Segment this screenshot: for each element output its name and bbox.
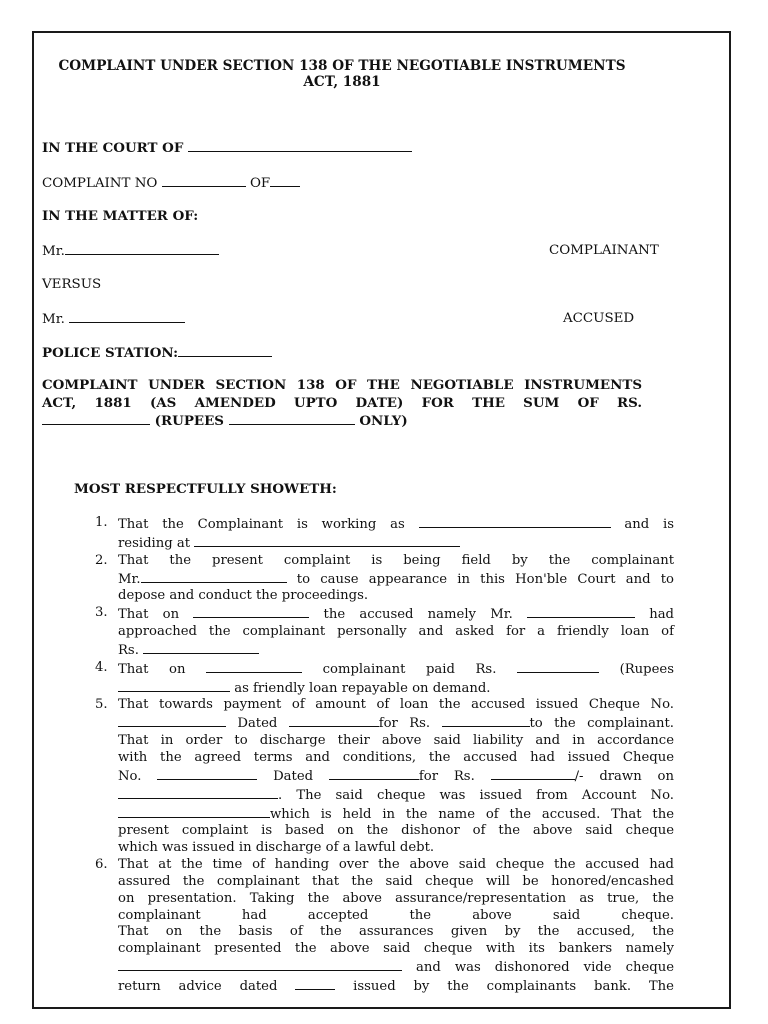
accused-name-blank bbox=[69, 310, 185, 323]
item-line: That on the accused namely Mr. had bbox=[118, 607, 675, 623]
cheque-amount-blank bbox=[442, 714, 530, 727]
subject-line-3 bbox=[42, 412, 642, 431]
police-station-label: POLICE STATION: bbox=[42, 345, 179, 361]
subject-line-2: ACT, 1881 (AS AMENDED UPTO DATE) FOR THE SUM OF RS. bbox=[42, 394, 642, 411]
versus-label: VERSUS bbox=[42, 277, 102, 292]
rupees-label: (RUPEES bbox=[154, 413, 224, 429]
item-line: present complaint is based on the dishonor of the above said cheque bbox=[118, 823, 674, 839]
item-number: 5. bbox=[95, 697, 108, 713]
payment-date-blank bbox=[206, 660, 302, 673]
item-line: assured the complainant that the said cheque will be honored/encashed bbox=[118, 873, 674, 889]
complainant-label: COMPLAINANT bbox=[549, 243, 659, 258]
complaint-no-blank bbox=[162, 174, 246, 187]
paid-amount-blank bbox=[517, 660, 599, 673]
cheque-date-blank bbox=[329, 767, 419, 780]
list-item bbox=[86, 515, 674, 553]
list-item bbox=[86, 857, 674, 996]
accused-label: ACCUSED bbox=[563, 311, 635, 326]
complaint-no-line bbox=[42, 174, 642, 192]
item-line: and was dishonored vide cheque bbox=[118, 958, 674, 977]
mr-label: Mr. bbox=[42, 312, 65, 327]
item-line: return advice dated issued by the complainants bank. The bbox=[118, 978, 674, 994]
list-item bbox=[86, 553, 674, 606]
only-label: ONLY) bbox=[359, 413, 408, 429]
item-line: residing at bbox=[118, 534, 674, 553]
showeth-heading: MOST RESPECTFULLY SHOWETH: bbox=[74, 481, 337, 497]
of-label: OF bbox=[249, 176, 271, 191]
court-label: IN THE COURT OF bbox=[42, 140, 184, 156]
item-line: That towards payment of amount of loan the accused issued Cheque No. bbox=[118, 697, 674, 713]
list-item bbox=[86, 697, 674, 857]
title-line-1: COMPLAINT UNDER SECTION 138 OF THE NEGOTIABLE INSTRUMENTS bbox=[58, 58, 626, 74]
item-line: Rs. bbox=[118, 641, 674, 660]
item-line: That in order to discharge their above said liability and in accordance bbox=[118, 733, 674, 749]
list-item bbox=[86, 605, 674, 660]
item-line: That on the basis of the assurances given by the accused, the bbox=[118, 924, 674, 940]
loan-request-date-blank bbox=[193, 605, 309, 618]
item-number: 2. bbox=[95, 552, 108, 568]
document-title bbox=[42, 58, 642, 90]
court-line bbox=[42, 139, 642, 157]
accused-name-blank bbox=[527, 605, 635, 618]
bank-name-blank bbox=[118, 786, 278, 799]
item-line: That the present complaint is being field by the complainant bbox=[118, 552, 674, 568]
mr-label: Mr. bbox=[42, 244, 65, 259]
return-advice-date-blank bbox=[295, 977, 335, 990]
complaint-subject bbox=[42, 377, 642, 431]
item-number: 3. bbox=[95, 605, 108, 621]
cheque-number-blank bbox=[157, 767, 257, 780]
item-line: That the Complainant is working as and is bbox=[118, 517, 674, 532]
item-line: as friendly loan repayable on demand. bbox=[118, 679, 674, 698]
item-number: 6. bbox=[95, 857, 108, 873]
item-line: complainant presented the above said cheque with its bankers namely bbox=[118, 941, 674, 957]
cheque-date-blank bbox=[289, 714, 379, 727]
amount-words-blank bbox=[118, 679, 230, 692]
complaint-items-list bbox=[86, 515, 674, 996]
item-number: 4. bbox=[95, 659, 108, 675]
cheque-number-blank bbox=[118, 714, 226, 727]
item-line: complainant had accepted the above said cheque. bbox=[118, 907, 674, 923]
item-line: . The said cheque was issued from Account No. bbox=[118, 786, 674, 805]
item-line: which is held in the name of the accused. That the bbox=[118, 805, 674, 824]
item-line: Dated for Rs. to the complainant. bbox=[118, 714, 674, 733]
police-station-line bbox=[42, 344, 642, 362]
occupation-blank bbox=[419, 515, 611, 528]
matter-heading: IN THE MATTER OF: bbox=[42, 208, 199, 224]
item-line: on presentation. Taking the above assurance/representation as true, the bbox=[118, 890, 674, 906]
item-line: Mr. to cause appearance in this Hon'ble Court and to bbox=[118, 571, 674, 587]
item-line: approached the complainant personally and asked for a friendly loan of bbox=[118, 624, 674, 640]
subject-line-1: COMPLAINT UNDER SECTION 138 OF THE NEGOTIABLE INSTRUMENTS bbox=[42, 377, 642, 393]
complaint-year-blank bbox=[270, 174, 300, 187]
representative-name-blank bbox=[141, 570, 287, 583]
police-station-blank bbox=[178, 344, 272, 357]
title-line-2: ACT, 1881 bbox=[303, 74, 381, 90]
residence-blank bbox=[194, 534, 460, 547]
account-number-blank bbox=[118, 805, 270, 818]
amount-words-blank bbox=[229, 412, 355, 425]
item-line: with the agreed terms and conditions, the accused had issued Cheque bbox=[118, 749, 674, 765]
list-item bbox=[86, 660, 674, 698]
loan-amount-blank bbox=[143, 641, 259, 654]
item-number: 1. bbox=[95, 515, 108, 530]
complainant-name-blank bbox=[65, 242, 219, 255]
item-line: depose and conduct the proceedings. bbox=[118, 588, 369, 604]
accused-line bbox=[42, 310, 642, 328]
amount-figures-blank bbox=[42, 412, 150, 425]
cheque-amount-blank bbox=[491, 767, 575, 780]
bank-name-blank bbox=[118, 958, 402, 971]
item-line: That on complainant paid Rs. (Rupees bbox=[118, 661, 674, 677]
item-line: That at the time of handing over the above said cheque the accused had bbox=[118, 857, 674, 873]
complaint-no-label: COMPLAINT NO bbox=[42, 176, 158, 191]
court-name-blank bbox=[188, 139, 412, 152]
item-line: No. Dated for Rs. /- drawn on bbox=[118, 768, 674, 784]
item-line: which was issued in discharge of a lawful debt. bbox=[118, 840, 435, 856]
